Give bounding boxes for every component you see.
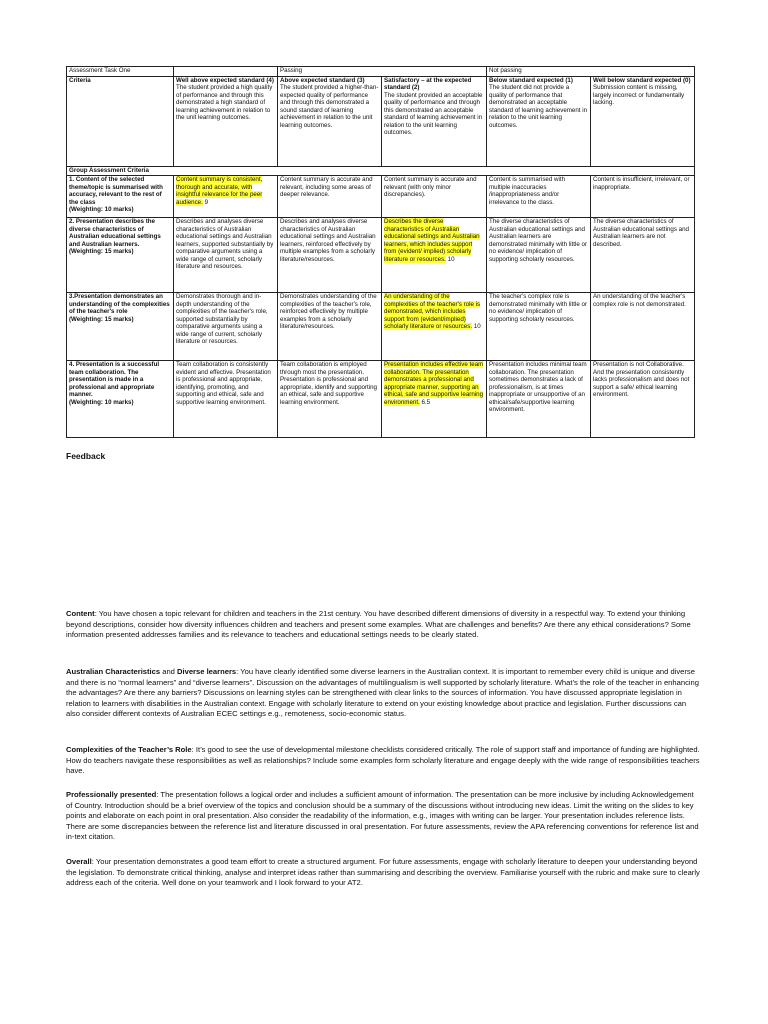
criterion-row <box>67 293 695 361</box>
rubric-cell: Content is summarised with multiple inaccuracies /inappropriateness and/or irrelevance to the class. <box>487 176 591 218</box>
criterion-row <box>67 176 695 218</box>
level-description: The student provided an acceptable quality of performance and through this demonstrated an acceptable standard of learning achievement in relation to the unit learning outcomes. <box>384 91 483 136</box>
criterion-weighting: (Weighting: 10 marks) <box>69 206 134 213</box>
rubric-cell <box>174 176 278 218</box>
level-header <box>487 76 591 166</box>
criterion-text: 3.Presentation demonstrates an understanding of the complexities of the teacher's role <box>69 293 170 315</box>
level-title: Well below standard expected (0) <box>593 76 691 84</box>
rubric-cell: Team collaboration is consistently evident and effective. Presentation is professional and appropriate, identifying, promoting, and supporting and ethical, safe and supportive learning environment. <box>174 361 278 438</box>
awarded-mark: 9 <box>202 198 209 206</box>
feedback-paragraph-text: You have clearly identified some diverse learners in the Australian context. It is important to remember every child is unique and diverse and there is no “normal learners” and “diverse learners”. Discussion on the advantages of multilingualism is well supported by scholarly literature. What’s the role of the teacher in enhancing the advantages? Are there any barriers? Discussions on learning styles can be strengthened with clear links to the sources of information. You have discussed appropriate legislation in relation to learners with disabilities in the Australian context. Engage with scholarly literature to extend on your existing knowledge about practice and legislation. Further discussions can also consider different contexts of Australian ECEC settings e.g., remoteness, socio-economic status. <box>66 667 699 719</box>
level-description: Submission content is missing, largely incorrect or fundamentally lacking. <box>593 84 685 106</box>
rubric-cell <box>382 293 487 361</box>
criterion-text: 4. Presentation is a successful team collaboration. The presentation is made in a professional and appropriate manner. <box>69 361 160 398</box>
highlighted-descriptor: Content summary is consistent, thorough and accurate, with insightful relevance for the peer audience. <box>176 176 263 206</box>
feedback-paragraph-content <box>66 609 700 641</box>
heading-colon: : <box>91 857 94 866</box>
feedback-paragraph-overall <box>66 857 700 889</box>
rubric-table <box>66 66 695 438</box>
header-empty-cell <box>174 67 278 77</box>
level-header <box>278 76 382 166</box>
rubric-cell: Demonstrates thorough and in-depth understanding of the complexities of the teacher's role, supported substantially by comparative arguments using a wide range of current, scholarly literature or resources. <box>174 293 278 361</box>
heading-colon: : <box>191 745 194 754</box>
not-passing-label: Not passing <box>487 67 695 77</box>
criterion-text: 2. Presentation describes the diverse characteristics of Australian educational settings and Australian learners. <box>69 218 161 248</box>
level-header <box>591 76 695 166</box>
group-criteria-row <box>67 166 695 176</box>
group-criteria-label: Group Assessment Criteria <box>67 166 695 176</box>
awarded-mark: 10 <box>472 323 481 330</box>
heading-colon: : <box>94 609 97 618</box>
criterion-cell <box>67 176 174 218</box>
rubric-header-row-2 <box>67 76 695 166</box>
level-description: The student provided a high quality of performance and through this demonstrated a high standard of learning achievement in relation to the unit learning outcomes. <box>176 84 273 121</box>
heading-colon: : <box>236 667 239 676</box>
level-title: Satisfactory – at the expected standard (2) <box>384 76 472 91</box>
heading-joiner: and <box>160 667 178 676</box>
criterion-cell <box>67 218 174 293</box>
heading-colon: : <box>156 790 159 799</box>
rubric-cell: Describes and analyses diverse characteristics of Australian educational settings and Australian learners, reinforced effectively by multiple examples from a scholarly literature/resources. <box>278 218 382 293</box>
feedback-heading: Feedback <box>66 451 106 461</box>
rubric-cell: The diverse characteristics of Australian educational settings and Australian learners are not described. <box>591 218 695 293</box>
feedback-paragraph-heading: Professionally presented <box>66 790 157 799</box>
passing-label: Passing <box>278 67 487 77</box>
feedback-paragraph-text: You have chosen a topic relevant for children and teachers in the 21st century. You have described different dimensions of diversity in a respectful way. To extend your thinking beyond descriptions, consider how diversity influences children and teachers and present some examples. What are challenges and benefits? Are there any ethical considerations? Some information presented addresses families and its relevance to teachers and educational settings needs to be clearly stated. <box>66 609 691 640</box>
criterion-cell <box>67 293 174 361</box>
rubric-cell: Content is insufficient, irrelevant, or inappropriate. <box>591 176 695 218</box>
feedback-paragraph-characteristics <box>66 667 700 720</box>
rubric-cell <box>382 218 487 293</box>
feedback-paragraph-text: The presentation follows a logical order and includes a sufficient amount of information. The presentation can be more inclusive by including Acknowledgement of Country. Introduction should be a brief overview of the topics and conclusion should be a summary of the discussions without introducing new ideas. Limit the writing on the slides to key points and elaborate on each point in oral presentation. Also consider the readability of the information, e.g., images with writing can be larger. Your presentation includes reference lists. There are some discrepancies between the reference list and literature discussed in oral presentation. For future assessments, review the APA referencing conventions for reference list and in-text citation. <box>66 790 699 842</box>
feedback-paragraph-heading: Overall <box>66 857 92 866</box>
level-title: Below standard expected (1) <box>489 76 573 84</box>
criteria-label: Criteria <box>67 76 174 166</box>
feedback-paragraph-professional <box>66 790 700 843</box>
level-description: The student provided a higher-than- expected quality of performance and through this demonstrated a sound standard of learning achievement in relation to the unit learning outcomes. <box>280 84 379 129</box>
rubric-header-row-1 <box>67 67 695 77</box>
rubric-cell <box>382 361 487 438</box>
level-description: The student did not provide a quality of performance that demonstrated an acceptable standard of learning achievement in relation to the unit learning outcomes. <box>489 84 588 129</box>
assessment-task-label: Assessment Task One <box>67 67 174 77</box>
feedback-paragraph-heading: Complexities of the Teacher’s Role <box>66 745 192 754</box>
criterion-text: 1. Content of the selected theme/topic is summarised with accuracy, relevant to the rest of the class <box>69 176 163 206</box>
feedback-paragraph-text: Your presentation demonstrates a good team effort to create a structured argument. For future assessments, engage with scholarly literature to deepen your understanding beyond the legislation. To demonstrate critical thinking, analyse and interpret ideas rather than summarising and describing the overview. Familiarise yourself with the rubric and make sure to clearly address each of the criteria. Well done on your teamwork and I look forward to your AT2. <box>66 857 700 888</box>
rubric-cell: The diverse characteristics of Australian educational settings and Australian learners are demonstrated minimally with little or no evidence/ implication of supporting scholarly resources. <box>487 218 591 293</box>
criterion-row <box>67 218 695 293</box>
awarded-mark: 6.5 <box>419 398 431 406</box>
rubric-cell: Content summary is accurate and relevant, including some areas of deeper relevance. <box>278 176 382 218</box>
highlighted-descriptor: An understanding of the complexities of the teacher's role is demonstrated, which includes support from (evident/implied) scholarly literature or resources. <box>384 293 481 330</box>
rubric-cell: The teacher's complex role is demonstrated minimally with little or no evidence/ implication of supporting scholarly resources. <box>487 293 591 361</box>
rubric-cell: Describes and analyses diverse characteristics of Australian educational settings and Australian learners, supported substantially by comparative arguments using a wide range of current, scholarly literature and resources. <box>174 218 278 293</box>
level-title: Well above expected standard (4) <box>176 76 274 84</box>
level-header <box>382 76 487 166</box>
rubric-cell: Presentation is not Collaborative. And the presentation consistently lacks professionalism and does not support a safe/ ethical learning environment. <box>591 361 695 438</box>
level-title: Above expected standard (3) <box>280 76 365 84</box>
feedback-paragraph-heading: Content <box>66 609 95 618</box>
highlighted-descriptor: Describes the diverse characteristics of Australian educational settings and Australian learners, which includes support from (evident/ implied) scholarly literature or resources. <box>384 218 480 263</box>
rubric-cell: Demonstrates understanding of the complexities of the teacher's role, reinforced effectively by multiple examples from a scholarly literature/resources. <box>278 293 382 361</box>
rubric-cell: An understanding of the teacher's complex role is not demonstrated. <box>591 293 695 361</box>
criterion-row <box>67 361 695 438</box>
feedback-paragraph-heading-2: Diverse learners <box>177 667 237 676</box>
criterion-cell <box>67 361 174 438</box>
highlighted-descriptor: Presentation includes effective team collaboration. The presentation demonstrates a professional and appropriate manner, supporting an ethical, safe and supportive learning environment. <box>384 361 484 406</box>
criterion-weighting: (Weighting: 10 marks) <box>69 398 134 406</box>
criterion-weighting: (Weighting: 15 marks) <box>69 248 134 255</box>
rubric-cell: Team collaboration is employed through most the presentation. Presentation is professional and appropriate, identify and supporting an ethical, safe and supportive learning environment. <box>278 361 382 438</box>
rubric-cell: Content summary is accurate and relevant (with only minor discrepancies). <box>382 176 487 218</box>
rubric-cell: Presentation includes minimal team collaboration. The presentation sometimes demonstrates a lack of professionalism, is at times inappropriate or unsupportive of an ethical/safe/supportive learning environment. <box>487 361 591 438</box>
criterion-weighting: (Weighting: 15 marks) <box>69 315 134 323</box>
feedback-paragraph-text: It’s good to see the use of developmental milestone checklists considered critically. The role of support staff and importance of funding are highlighted. How do teachers navigate these responsibilities as well as relationships? Include some examples form scholarly literature and engage deeply with the wide range of responsibilities teachers have. <box>66 745 700 776</box>
level-header <box>174 76 278 166</box>
feedback-paragraph-heading: Australian Characteristics <box>66 667 161 676</box>
feedback-paragraph-teacher-role <box>66 745 700 777</box>
awarded-mark: 10 <box>445 255 455 263</box>
